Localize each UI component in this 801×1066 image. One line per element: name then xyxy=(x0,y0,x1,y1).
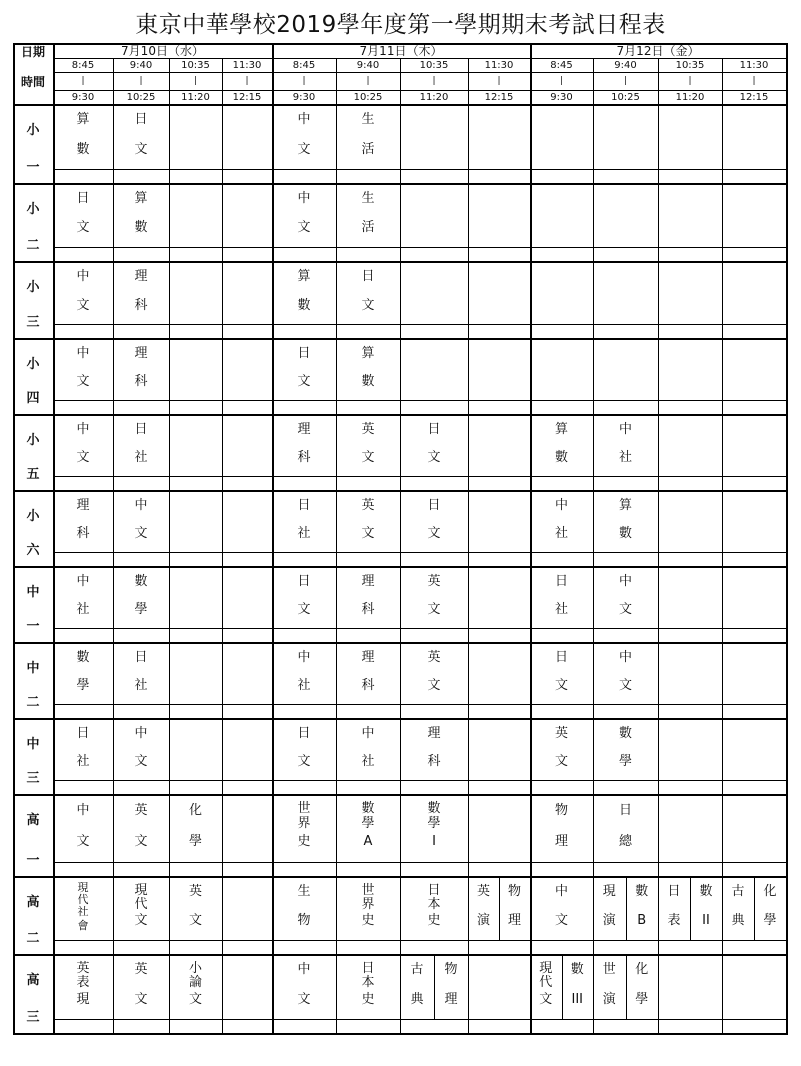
subject-char: 中 xyxy=(361,726,375,741)
subject-char: 演 xyxy=(602,913,616,928)
grade-label-bottom: 三 xyxy=(26,1010,40,1025)
subject-char: 文 xyxy=(76,220,90,235)
subject-char: 中 xyxy=(76,269,90,284)
grade-subrow-line xyxy=(53,169,786,170)
subject-char: 活 xyxy=(361,142,375,157)
subject-char: 中 xyxy=(76,422,90,437)
subject-char: 社 xyxy=(297,526,311,541)
period-start-time: 8:45 xyxy=(550,60,573,71)
subject-char: 數 xyxy=(427,801,441,816)
subject-char: 史 xyxy=(297,834,311,849)
subject-char: 科 xyxy=(361,602,375,617)
period-end-time: 12:15 xyxy=(232,92,262,103)
period-end-time: 12:15 xyxy=(484,92,514,103)
subject-char: 文 xyxy=(554,678,568,693)
subject-char: 物 xyxy=(297,913,311,928)
subject-char: 社 xyxy=(77,905,89,918)
subject-char: 科 xyxy=(297,450,311,465)
subject-char: 數 xyxy=(297,298,311,313)
grade-subrow-line xyxy=(53,780,786,781)
subject-char: 中 xyxy=(134,498,148,513)
subject-char: 文 xyxy=(361,450,375,465)
subject-char: 生 xyxy=(361,112,375,127)
period-time-separator: | xyxy=(245,76,249,86)
subject-char: 現 xyxy=(77,881,89,894)
grade-label-top: 小 xyxy=(26,509,40,524)
period-start-time: 10:35 xyxy=(181,60,210,71)
subject-char: 社 xyxy=(554,526,568,541)
subject-char: 文 xyxy=(297,992,311,1007)
grade-label-bottom: 三 xyxy=(26,771,40,786)
period-end-time: 9:30 xyxy=(71,92,95,103)
subject-char: 數 xyxy=(635,884,649,899)
subject-char: 英 xyxy=(361,422,375,437)
subject-char: 算 xyxy=(76,112,90,127)
subject-char: 學 xyxy=(361,816,375,831)
grade-label-top: 中 xyxy=(26,585,40,600)
period-time-separator: | xyxy=(497,76,501,86)
subject-char: 表 xyxy=(667,913,681,928)
subject-char: 學 xyxy=(763,913,777,928)
subject-char: 中 xyxy=(134,726,148,741)
subject-char: 中 xyxy=(297,962,311,977)
grade-row-line xyxy=(13,642,786,644)
subject-char: 社 xyxy=(76,602,90,617)
subject-char: 英 xyxy=(427,574,441,589)
subject-char: 社 xyxy=(618,450,632,465)
period-start-time: 11:30 xyxy=(484,60,514,71)
grade-row-line xyxy=(13,566,786,568)
subject-char: 現 xyxy=(134,883,148,898)
day-header: 7月10日（水） xyxy=(121,44,204,58)
subject-char: 英 xyxy=(554,726,568,741)
grade-subrow-line xyxy=(53,476,786,477)
period-start-time: 8:45 xyxy=(71,60,95,71)
subject-char: 文 xyxy=(618,678,632,693)
subject-char: 中 xyxy=(297,112,311,127)
grade-label-top: 高 xyxy=(26,973,40,988)
period-start-time: 9:40 xyxy=(614,60,637,71)
subject-char: 古 xyxy=(410,962,424,977)
subject-char: 中 xyxy=(297,191,311,206)
subject-char: 文 xyxy=(297,142,311,157)
period-time-separator: | xyxy=(559,76,564,86)
period-end-time: 11:20 xyxy=(675,92,705,103)
grade-label-top: 小 xyxy=(26,123,40,138)
period-time-separator: | xyxy=(139,76,143,86)
subject-char: 算 xyxy=(361,346,375,361)
subject-char: 典 xyxy=(731,913,745,928)
subject-char: 中 xyxy=(618,650,632,665)
grade-label-top: 小 xyxy=(26,202,40,217)
subject-char: 物 xyxy=(507,884,521,899)
subject-char: 日 xyxy=(297,498,311,513)
subject-char: 英 xyxy=(188,884,202,899)
subject-char: 文 xyxy=(427,450,441,465)
subject-char: 數 xyxy=(699,884,713,899)
grade-label-bottom: 三 xyxy=(26,315,40,330)
grade-label-top: 小 xyxy=(26,280,40,295)
subject-char: 本 xyxy=(361,975,375,990)
grade-row-line xyxy=(13,183,786,185)
subject-char: 代 xyxy=(134,897,148,912)
subject-char: 史 xyxy=(427,913,441,928)
subject-char: 文 xyxy=(297,374,311,389)
subject-char: 現 xyxy=(602,884,616,899)
subject-char: 日 xyxy=(297,574,311,589)
subject-char: 日 xyxy=(134,650,148,665)
grade-label-bottom: 六 xyxy=(26,543,40,558)
subject-char: 文 xyxy=(188,913,202,928)
period-end-time: 9:30 xyxy=(292,92,316,103)
grade-subrow-line xyxy=(53,247,786,248)
subject-char: 日 xyxy=(554,574,568,589)
subject-char: 算 xyxy=(134,191,148,206)
subject-char: 表 xyxy=(76,975,90,990)
subject-char: 理 xyxy=(76,498,90,513)
subject-char: 中 xyxy=(76,574,90,589)
subject-char: 日 xyxy=(427,883,441,898)
grade-row-line xyxy=(13,794,786,796)
grade-row-line xyxy=(13,876,786,878)
grade-subrow-line xyxy=(53,1019,786,1020)
period-start-time: 11:30 xyxy=(232,60,262,71)
subject-char: 英 xyxy=(134,803,148,818)
table-border-left xyxy=(13,43,15,1035)
subject-char: A xyxy=(363,834,373,849)
subject-char: 論 xyxy=(188,975,202,990)
subject-char: II xyxy=(702,913,710,928)
grade-label-bottom: 二 xyxy=(26,931,40,946)
subject-char: 英 xyxy=(427,650,441,665)
subject-char: 現 xyxy=(76,992,90,1007)
subject-char: 物 xyxy=(554,803,568,818)
subject-char: 文 xyxy=(134,834,148,849)
grade-label-top: 小 xyxy=(26,433,40,448)
period-start-time: 9:40 xyxy=(356,60,380,71)
time-label: 時間 xyxy=(20,75,45,89)
subject-char: 社 xyxy=(361,754,375,769)
subject-char: 化 xyxy=(188,803,202,818)
period-divider xyxy=(222,58,223,1033)
subject-char: 算 xyxy=(297,269,311,284)
table-border-right xyxy=(786,43,788,1035)
subject-char: 英 xyxy=(476,884,490,899)
period-time-separator: | xyxy=(302,76,306,86)
subject-char: 理 xyxy=(444,992,458,1007)
subject-char: 文 xyxy=(297,754,311,769)
grade-row-line xyxy=(13,414,786,416)
page-title: 東京中華學校2019學年度第一學期期末考試日程表 xyxy=(135,12,666,38)
grade-label-bottom: 二 xyxy=(26,695,40,710)
grade-label-bottom: 二 xyxy=(26,238,40,253)
subject-char: 理 xyxy=(427,726,441,741)
subject-char: 小 xyxy=(188,961,202,976)
period-time-separator: | xyxy=(432,76,436,86)
subject-char: 日 xyxy=(667,884,681,899)
grade-row-line xyxy=(13,954,786,956)
subject-char: 演 xyxy=(602,992,616,1007)
grade-label-bottom: 四 xyxy=(26,391,40,406)
period-start-time: 8:45 xyxy=(292,60,316,71)
subject-char: 中 xyxy=(76,803,90,818)
subject-char: III xyxy=(571,992,583,1007)
subject-char: 文 xyxy=(76,298,90,313)
grade-row-line xyxy=(13,490,786,492)
subject-char: 文 xyxy=(76,374,90,389)
period-end-time: 10:25 xyxy=(126,92,156,103)
subject-char: 文 xyxy=(134,526,148,541)
subject-char: 算 xyxy=(618,498,632,513)
subject-char: 社 xyxy=(554,602,568,617)
subject-char: 日 xyxy=(297,726,311,741)
subject-char: 數 xyxy=(134,220,148,235)
subject-char: B xyxy=(637,913,647,928)
subject-char: 日 xyxy=(427,498,441,513)
period-time-separator: | xyxy=(688,76,692,86)
subject-char: 中 xyxy=(76,346,90,361)
subject-char: 文 xyxy=(188,992,202,1007)
subject-char: 英 xyxy=(134,962,148,977)
date-row-line xyxy=(53,58,786,59)
subject-char: 學 xyxy=(76,678,90,693)
subject-char: 活 xyxy=(361,220,375,235)
subject-char: 數 xyxy=(134,574,148,589)
subject-char: 文 xyxy=(134,142,148,157)
subject-char: 日 xyxy=(76,726,90,741)
subject-char: 日 xyxy=(134,112,148,127)
subject-char: 學 xyxy=(188,834,202,849)
subject-char: 文 xyxy=(134,992,148,1007)
subject-char: 數 xyxy=(554,450,568,465)
subject-char: 社 xyxy=(297,678,311,693)
subject-char: 學 xyxy=(427,816,441,831)
subject-char: 數 xyxy=(618,526,632,541)
subject-char: 世 xyxy=(602,962,616,977)
subject-char: 社 xyxy=(134,678,148,693)
period-start-time: 11:30 xyxy=(739,60,769,71)
subject-char: 數 xyxy=(76,650,90,665)
subject-char: 科 xyxy=(361,678,375,693)
subject-char: 理 xyxy=(361,574,375,589)
grade-subrow-line xyxy=(53,628,786,629)
subject-char: 文 xyxy=(134,913,148,928)
subject-char: 物 xyxy=(444,962,458,977)
grade-label-bottom: 一 xyxy=(26,619,40,634)
period-end-time: 11:20 xyxy=(419,92,449,103)
subject-char: 理 xyxy=(134,269,148,284)
subject-char: 界 xyxy=(297,816,311,831)
grade-label-top: 中 xyxy=(26,737,40,752)
subject-char: 日 xyxy=(297,346,311,361)
subject-char: 科 xyxy=(134,298,148,313)
grade-label-top: 中 xyxy=(26,661,40,676)
subject-char: 演 xyxy=(476,913,490,928)
subject-char: 文 xyxy=(618,602,632,617)
subject-char: 科 xyxy=(134,374,148,389)
subject-char: 中 xyxy=(297,650,311,665)
subject-char: 會 xyxy=(77,919,89,932)
subject-char: 日 xyxy=(361,269,375,284)
grade-row-line xyxy=(13,261,786,263)
period-time-separator: | xyxy=(193,76,198,86)
period-time-separator: | xyxy=(81,76,85,86)
grade-label-top: 高 xyxy=(26,813,40,828)
subject-char: 文 xyxy=(554,754,568,769)
subject-char: 史 xyxy=(361,992,375,1007)
subject-char: 文 xyxy=(134,754,148,769)
subject-char: 社 xyxy=(76,754,90,769)
period-start-time: 10:35 xyxy=(675,60,705,71)
subject-char: 文 xyxy=(297,220,311,235)
subject-char: 中 xyxy=(554,498,568,513)
period-start-time: 10:35 xyxy=(419,60,449,71)
subject-char: 學 xyxy=(635,992,649,1007)
period-end-time: 9:30 xyxy=(550,92,573,103)
time-row-line xyxy=(53,72,786,73)
subject-char: 古 xyxy=(731,884,745,899)
subject-char: 理 xyxy=(554,834,568,849)
subject-char: 文 xyxy=(427,526,441,541)
subject-char: I xyxy=(432,834,436,849)
subject-char: 化 xyxy=(635,962,649,977)
subject-char: 日 xyxy=(361,961,375,976)
subject-char: 文 xyxy=(361,526,375,541)
subject-char: 算 xyxy=(554,422,568,437)
subject-char: 文 xyxy=(361,298,375,313)
subject-char: 代 xyxy=(77,893,89,906)
subject-char: 理 xyxy=(361,650,375,665)
subject-char: 文 xyxy=(427,602,441,617)
period-end-time: 10:25 xyxy=(611,92,640,103)
subject-char: 典 xyxy=(410,992,424,1007)
grade-label-bottom: 一 xyxy=(26,853,40,868)
subject-char: 日 xyxy=(427,422,441,437)
grade-subrow-line xyxy=(53,940,786,941)
subject-char: 理 xyxy=(297,422,311,437)
grade-label-top: 小 xyxy=(26,357,40,372)
period-time-separator: | xyxy=(623,76,628,86)
grade-row-line xyxy=(13,718,786,720)
subject-char: 代 xyxy=(539,975,553,990)
subject-char: 日 xyxy=(134,422,148,437)
subject-char: 文 xyxy=(554,913,568,928)
subject-char: 本 xyxy=(427,897,441,912)
subject-char: 英 xyxy=(361,498,375,513)
grade-label-bottom: 一 xyxy=(26,160,40,175)
subject-char: 文 xyxy=(76,834,90,849)
date-label: 日期 xyxy=(20,45,45,59)
subject-char: 文 xyxy=(297,602,311,617)
subject-char: 理 xyxy=(134,346,148,361)
period-time-separator: | xyxy=(366,76,370,86)
period-end-time: 10:25 xyxy=(353,92,383,103)
subject-char: 科 xyxy=(76,526,90,541)
grade-row-line xyxy=(13,338,786,340)
subject-char: 化 xyxy=(763,884,777,899)
grade-label-bottom: 五 xyxy=(26,467,40,482)
subject-char: 數 xyxy=(618,726,632,741)
subject-char: 學 xyxy=(618,754,632,769)
period-time-separator: | xyxy=(752,76,756,86)
subject-char: 生 xyxy=(361,191,375,206)
grade-subrow-line xyxy=(53,862,786,863)
subject-char: 現 xyxy=(539,961,553,976)
grade-subrow-line xyxy=(53,704,786,705)
subject-char: 數 xyxy=(361,801,375,816)
subject-char: 中 xyxy=(554,884,568,899)
day-header: 7月12日（金） xyxy=(616,44,700,58)
subject-char: 科 xyxy=(427,754,441,769)
subject-char: 文 xyxy=(539,992,553,1007)
period-start-time: 9:40 xyxy=(129,60,153,71)
subject-char: 英 xyxy=(76,961,90,976)
grade-label-top: 高 xyxy=(26,895,40,910)
subject-char: 文 xyxy=(427,678,441,693)
subject-char: 中 xyxy=(618,422,632,437)
table-border-bottom xyxy=(13,1033,788,1035)
period-end-time: 11:20 xyxy=(181,92,210,103)
grade-subrow-line xyxy=(53,324,786,325)
day-header: 7月11日（木） xyxy=(359,44,443,58)
subject-char: 數 xyxy=(76,142,90,157)
time-row-line xyxy=(53,90,786,91)
subject-char: 數 xyxy=(570,962,584,977)
subject-char: 學 xyxy=(134,602,148,617)
subject-char: 理 xyxy=(507,913,521,928)
subject-char: 總 xyxy=(618,834,632,849)
grade-subrow-line xyxy=(53,552,786,553)
subject-char: 社 xyxy=(134,450,148,465)
subject-char: 日 xyxy=(76,191,90,206)
subject-char: 世 xyxy=(297,801,311,816)
subject-char: 史 xyxy=(361,913,375,928)
subject-char: 日 xyxy=(618,803,632,818)
subject-char: 數 xyxy=(361,374,375,389)
subject-char: 生 xyxy=(297,884,311,899)
subject-char: 日 xyxy=(554,650,568,665)
subject-char: 界 xyxy=(361,897,375,912)
subject-char: 中 xyxy=(618,574,632,589)
subject-char: 文 xyxy=(76,450,90,465)
grade-subrow-line xyxy=(53,400,786,401)
period-end-time: 12:15 xyxy=(739,92,769,103)
subject-char: 世 xyxy=(361,883,375,898)
